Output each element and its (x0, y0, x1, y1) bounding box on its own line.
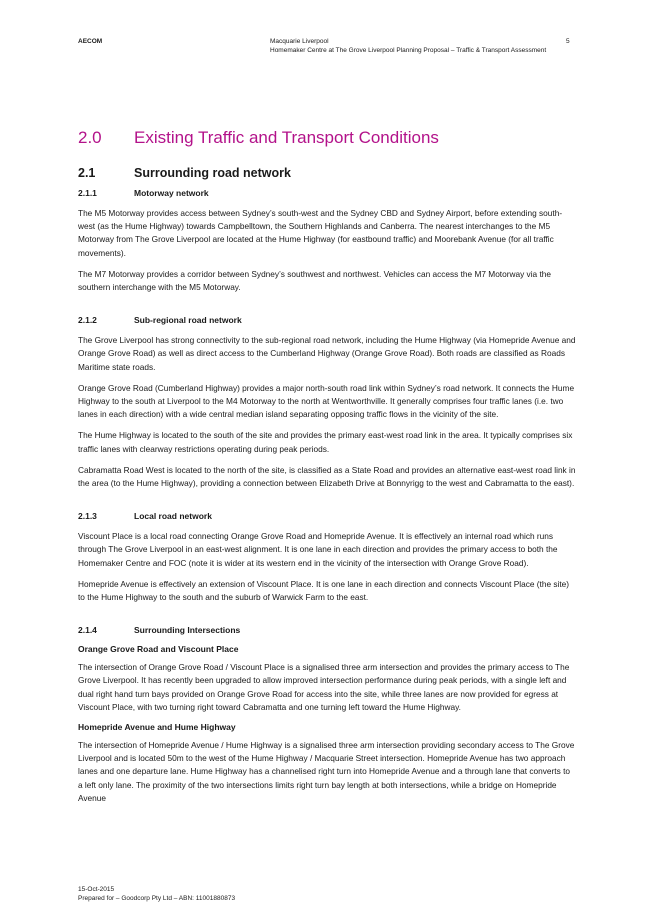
subsection-title: Surrounding road network (134, 166, 291, 180)
heading-2-1-3 (78, 511, 576, 521)
heading-2-1-4 (78, 625, 576, 635)
heading-number: 2.1.2 (78, 315, 97, 326)
heading-title: Sub-regional road network (134, 315, 242, 326)
heading-2-1-1 (78, 188, 576, 198)
header-client-line1: Macquarie Liverpool (270, 38, 329, 45)
section-number: 2.0 (78, 128, 102, 147)
heading-title: Motorway network (134, 188, 209, 198)
paragraph: The intersection of Orange Grove Road / Viscount Place is a signalised three arm intersection and provides the primary access to The Grove Liverpool. It has recently been upgraded to allow improved intersection performance during peak periods, with a single left and dual right hand turn bays provided on Orange Grove Road for access into the site, while three lanes are now provided for egress at Viscount Place, with two turning right toward Cabramatta and one turning left toward the Hume Highway. (78, 662, 570, 712)
document-body (78, 128, 576, 813)
paragraph: Cabramatta Road West is located to the north of the site, is classified as a State Road and provides an alternative east-west road link in the area (to the Hume Highway), providing a connection between Elizabeth Drive at Bonnyrigg to the west and Cabramatta to the east). (78, 464, 576, 489)
paragraph: Homepride Avenue is effectively an extension of Viscount Place. It is one lane in each direction and connects Viscount Place (the site) to the Hume Highway to the south and the suburb of Warwick Farm to the east. (78, 578, 570, 603)
footer-prepared-for: Prepared for – Goodcorp Pty Ltd – ABN: 11001880873 (78, 895, 236, 902)
subsection-heading-2-1 (78, 166, 576, 180)
heading-title: Local road network (134, 511, 212, 522)
header-company: AECOM (78, 38, 103, 45)
intersection-heading: Orange Grove Road and Viscount Place (78, 644, 239, 655)
paragraph: The Hume Highway is located to the south of the site and provides the primary east-west road link in the area. It typically comprises six traffic lanes with clearway restrictions operating during peak periods. (78, 430, 573, 454)
paragraph: The Grove Liverpool has strong connectivity to the sub-regional road network, including the Hume Highway (via Homepride Avenue and Orange Grove Road) as well as direct access to the Cumberland Highway (Orange Grove Road). Both roads are classified as Roads Maritime state roads. (78, 335, 576, 372)
paragraph: The M5 Motorway provides access between Sydney’s south-west and the Sydney CBD and Sydney Airport, before extending south-west (as the Hume Highway) towards Campbelltown, the Southern Highlands and Canberra. The nearest interchanges to the M5 Motorway from The Grove Liverpool are located at the Hume Highway (for eastbound traffic) and Moorebank Avenue (for all traffic movements). (78, 208, 563, 258)
heading-title: Surrounding Intersections (134, 625, 241, 636)
footer-date: 15-Oct-2015 (78, 886, 115, 893)
section-title: Existing Traffic and Transport Conditions (134, 128, 439, 147)
subsection-number: 2.1 (78, 166, 96, 180)
section-heading (78, 128, 576, 152)
heading-number: 2.1.4 (78, 625, 97, 636)
intersection-heading: Homepride Avenue and Hume Highway (78, 722, 236, 733)
paragraph: The M7 Motorway provides a corridor between Sydney’s southwest and northwest. Vehicles can access the M7 Motorway via the southern interchange with the M5 Motorway. (78, 268, 551, 293)
header-page-number: 5 (566, 38, 570, 45)
paragraph: The intersection of Homepride Avenue / Hume Highway is a signalised three arm intersection providing secondary access to The Grove Liverpool and is located 50m to the west of the Hume Highway / Macquarie Street intersection. Homepride Avenue has two approach lanes and one departure lane. Hume Highway has a channelised right turn into Homepride Avenue and a through lane that converts to a left only lane. The proximity of the two intersections limits right turn bay length at both intersections, while a bridge on Homepride Avenue (78, 740, 575, 803)
paragraph: Orange Grove Road (Cumberland Highway) provides a major north-south road link within Sydney’s road network. It connects the Hume Highway to the south at Liverpool to the M4 Motorway to the north at Wentworthville. It generally comprises four traffic lanes (i.e. two lanes in each direction) with a wide central median island separating opposing traffic flows in the vicinity of the site. (78, 382, 575, 420)
heading-2-1-2 (78, 315, 576, 325)
heading-number: 2.1.3 (78, 511, 97, 522)
header-client (270, 37, 560, 55)
heading-number: 2.1.1 (78, 188, 97, 198)
paragraph: Viscount Place is a local road connecting Orange Grove Road and Homepride Avenue. It is effectively an internal road which runs through The Grove Liverpool in an east-west alignment. It is one lane in each direction and provides the primary access to both the Homemaker Centre and FOC (note it is wider at its western end in the vicinity of the intersection with Orange Grove Road). (78, 531, 558, 568)
header-client-line2: Homemaker Centre at The Grove Liverpool Planning Proposal – Traffic & Transport Assessment (270, 47, 547, 54)
